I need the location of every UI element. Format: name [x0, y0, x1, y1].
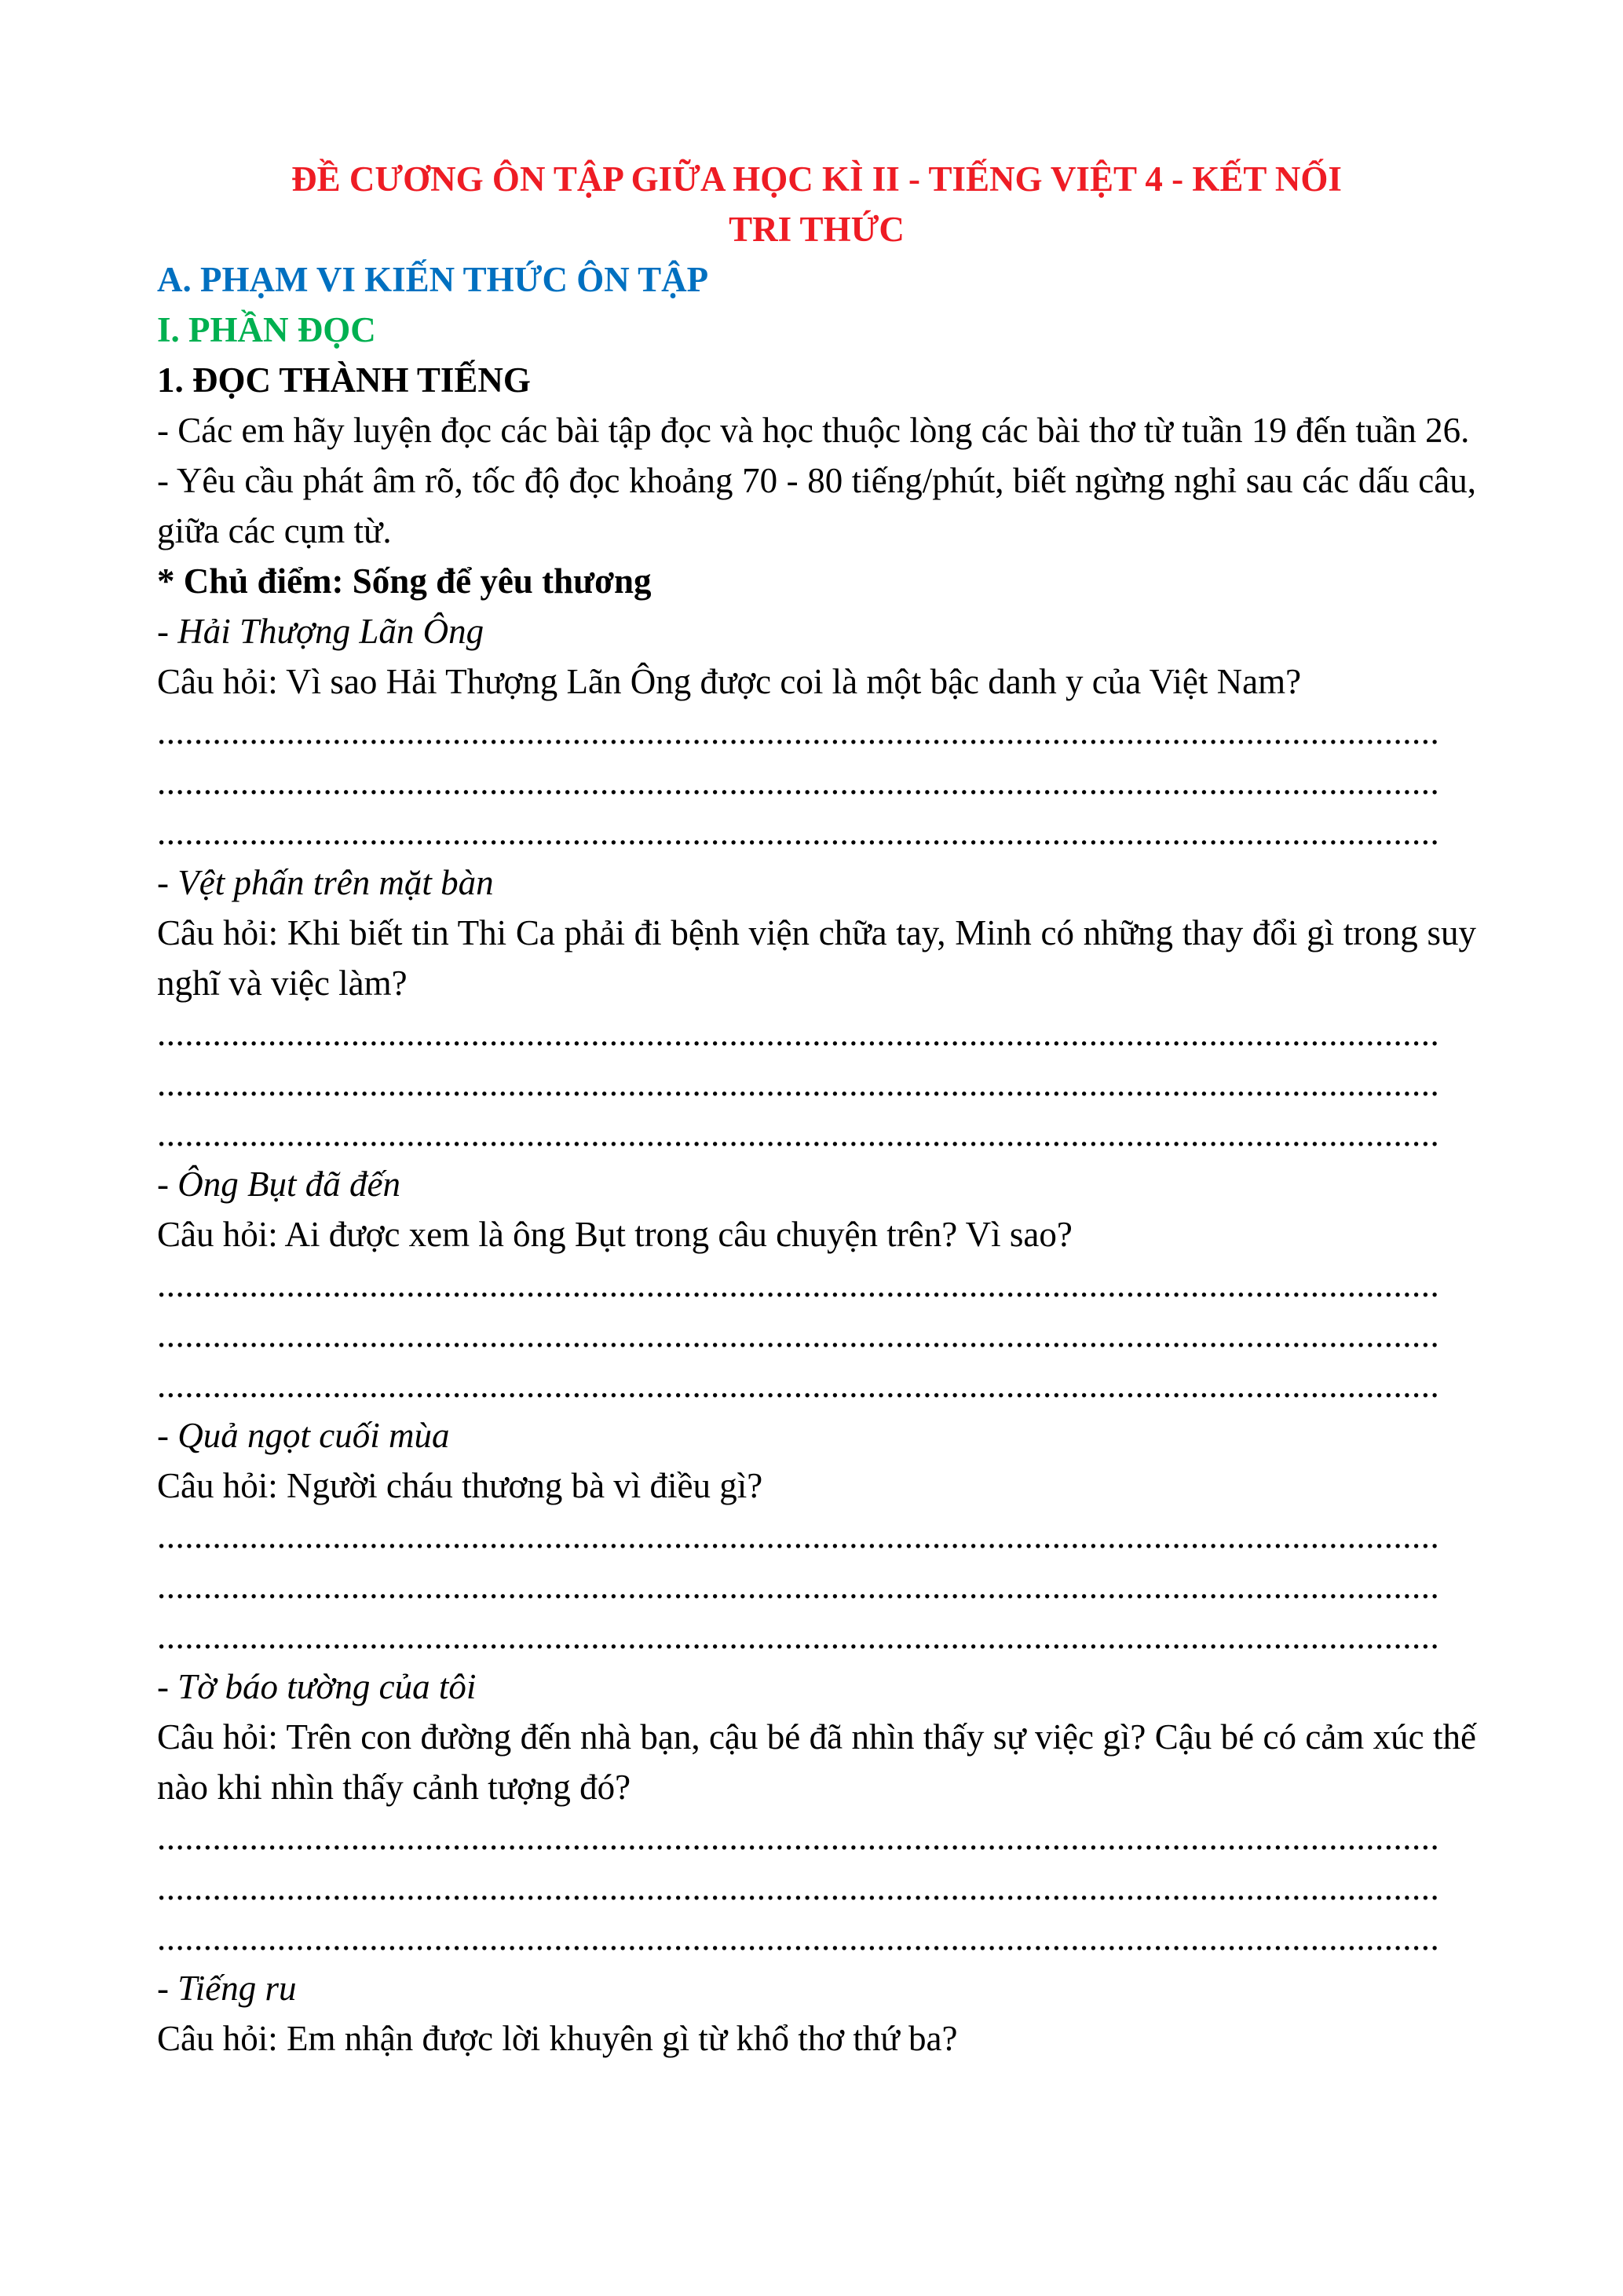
- document-content: [157, 154, 1476, 2064]
- reading-question: Câu hỏi: Người cháu thương bà vì điều gì?: [157, 1466, 763, 1505]
- answer-line: ...........................................................................................................................................: [157, 762, 1440, 802]
- subsection-1-heading: 1. ĐỌC THÀNH TIẾNG: [157, 360, 531, 400]
- reading-question: Câu hỏi: Em nhận được lời khuyên gì từ khổ thơ thứ ba?: [157, 2019, 958, 2058]
- answer-line: ...........................................................................................................................................: [157, 1265, 1440, 1304]
- answer-line: ...........................................................................................................................................: [157, 1818, 1440, 1857]
- reading-title: - Hải Thượng Lãn Ông: [157, 612, 484, 651]
- reading-title: - Ông Bụt đã đến: [157, 1164, 400, 1204]
- answer-line: ...........................................................................................................................................: [157, 1315, 1440, 1355]
- answer-line: ...........................................................................................................................................: [157, 1366, 1440, 1405]
- answer-line: ...........................................................................................................................................: [157, 1868, 1440, 1907]
- answer-line: ...........................................................................................................................................: [157, 712, 1440, 751]
- answer-line: ...........................................................................................................................................: [157, 1064, 1440, 1103]
- instruction-paragraph-2: - Yêu cầu phát âm rõ, tốc độ đọc khoảng 70 - 80 tiếng/phút, biết ngừng nghỉ sau các dấu câu, giữa các cụm từ.: [157, 461, 1476, 550]
- answer-line: ...........................................................................................................................................: [157, 813, 1440, 852]
- section-a-heading: A. PHẠM VI KIẾN THỨC ÔN TẬP: [157, 260, 709, 299]
- answer-line: ...........................................................................................................................................: [157, 1567, 1440, 1606]
- answer-line: ...........................................................................................................................................: [157, 1114, 1440, 1153]
- document-title-line2: TRI THỨC: [729, 210, 905, 249]
- reading-question: Câu hỏi: Khi biết tin Thi Ca phải đi bệnh viện chữa tay, Minh có những thay đổi gì trong suy nghĩ và việc làm?: [157, 913, 1476, 1003]
- answer-line: ...........................................................................................................................................: [157, 1014, 1440, 1053]
- part-i-heading: I. PHẦN ĐỌC: [157, 310, 376, 349]
- answer-line: ...........................................................................................................................................: [157, 1617, 1440, 1656]
- instruction-paragraph-1: - Các em hãy luyện đọc các bài tập đọc và học thuộc lòng các bài thơ từ tuần 19 đến tuần 26.: [157, 411, 1470, 450]
- answer-line: ...........................................................................................................................................: [157, 1918, 1440, 1958]
- reading-title: - Tờ báo tường của tôi: [157, 1667, 477, 1706]
- reading-title: - Vệt phấn trên mặt bàn: [157, 863, 494, 902]
- document-title-line1: ĐỀ CƯƠNG ÔN TẬP GIỮA HỌC KÌ II - TIẾNG VIỆT 4 - KẾT NỐI: [291, 159, 1342, 199]
- reading-question: Câu hỏi: Vì sao Hải Thượng Lãn Ông được coi là một bậc danh y của Việt Nam?: [157, 662, 1302, 701]
- reading-title: - Tiếng ru: [157, 1969, 297, 2008]
- answer-line: ...........................................................................................................................................: [157, 1516, 1440, 1556]
- reading-question: Câu hỏi: Trên con đường đến nhà bạn, cậu bé đã nhìn thấy sự việc gì? Cậu bé có cảm xúc thế nào khi nhìn thấy cảnh tượng đó?: [157, 1717, 1476, 1807]
- reading-title: - Quả ngọt cuối mùa: [157, 1416, 450, 1455]
- reading-question: Câu hỏi: Ai được xem là ông Bụt trong câu chuyện trên? Vì sao?: [157, 1215, 1073, 1254]
- topic-heading: * Chủ điểm: Sống để yêu thương: [157, 561, 652, 601]
